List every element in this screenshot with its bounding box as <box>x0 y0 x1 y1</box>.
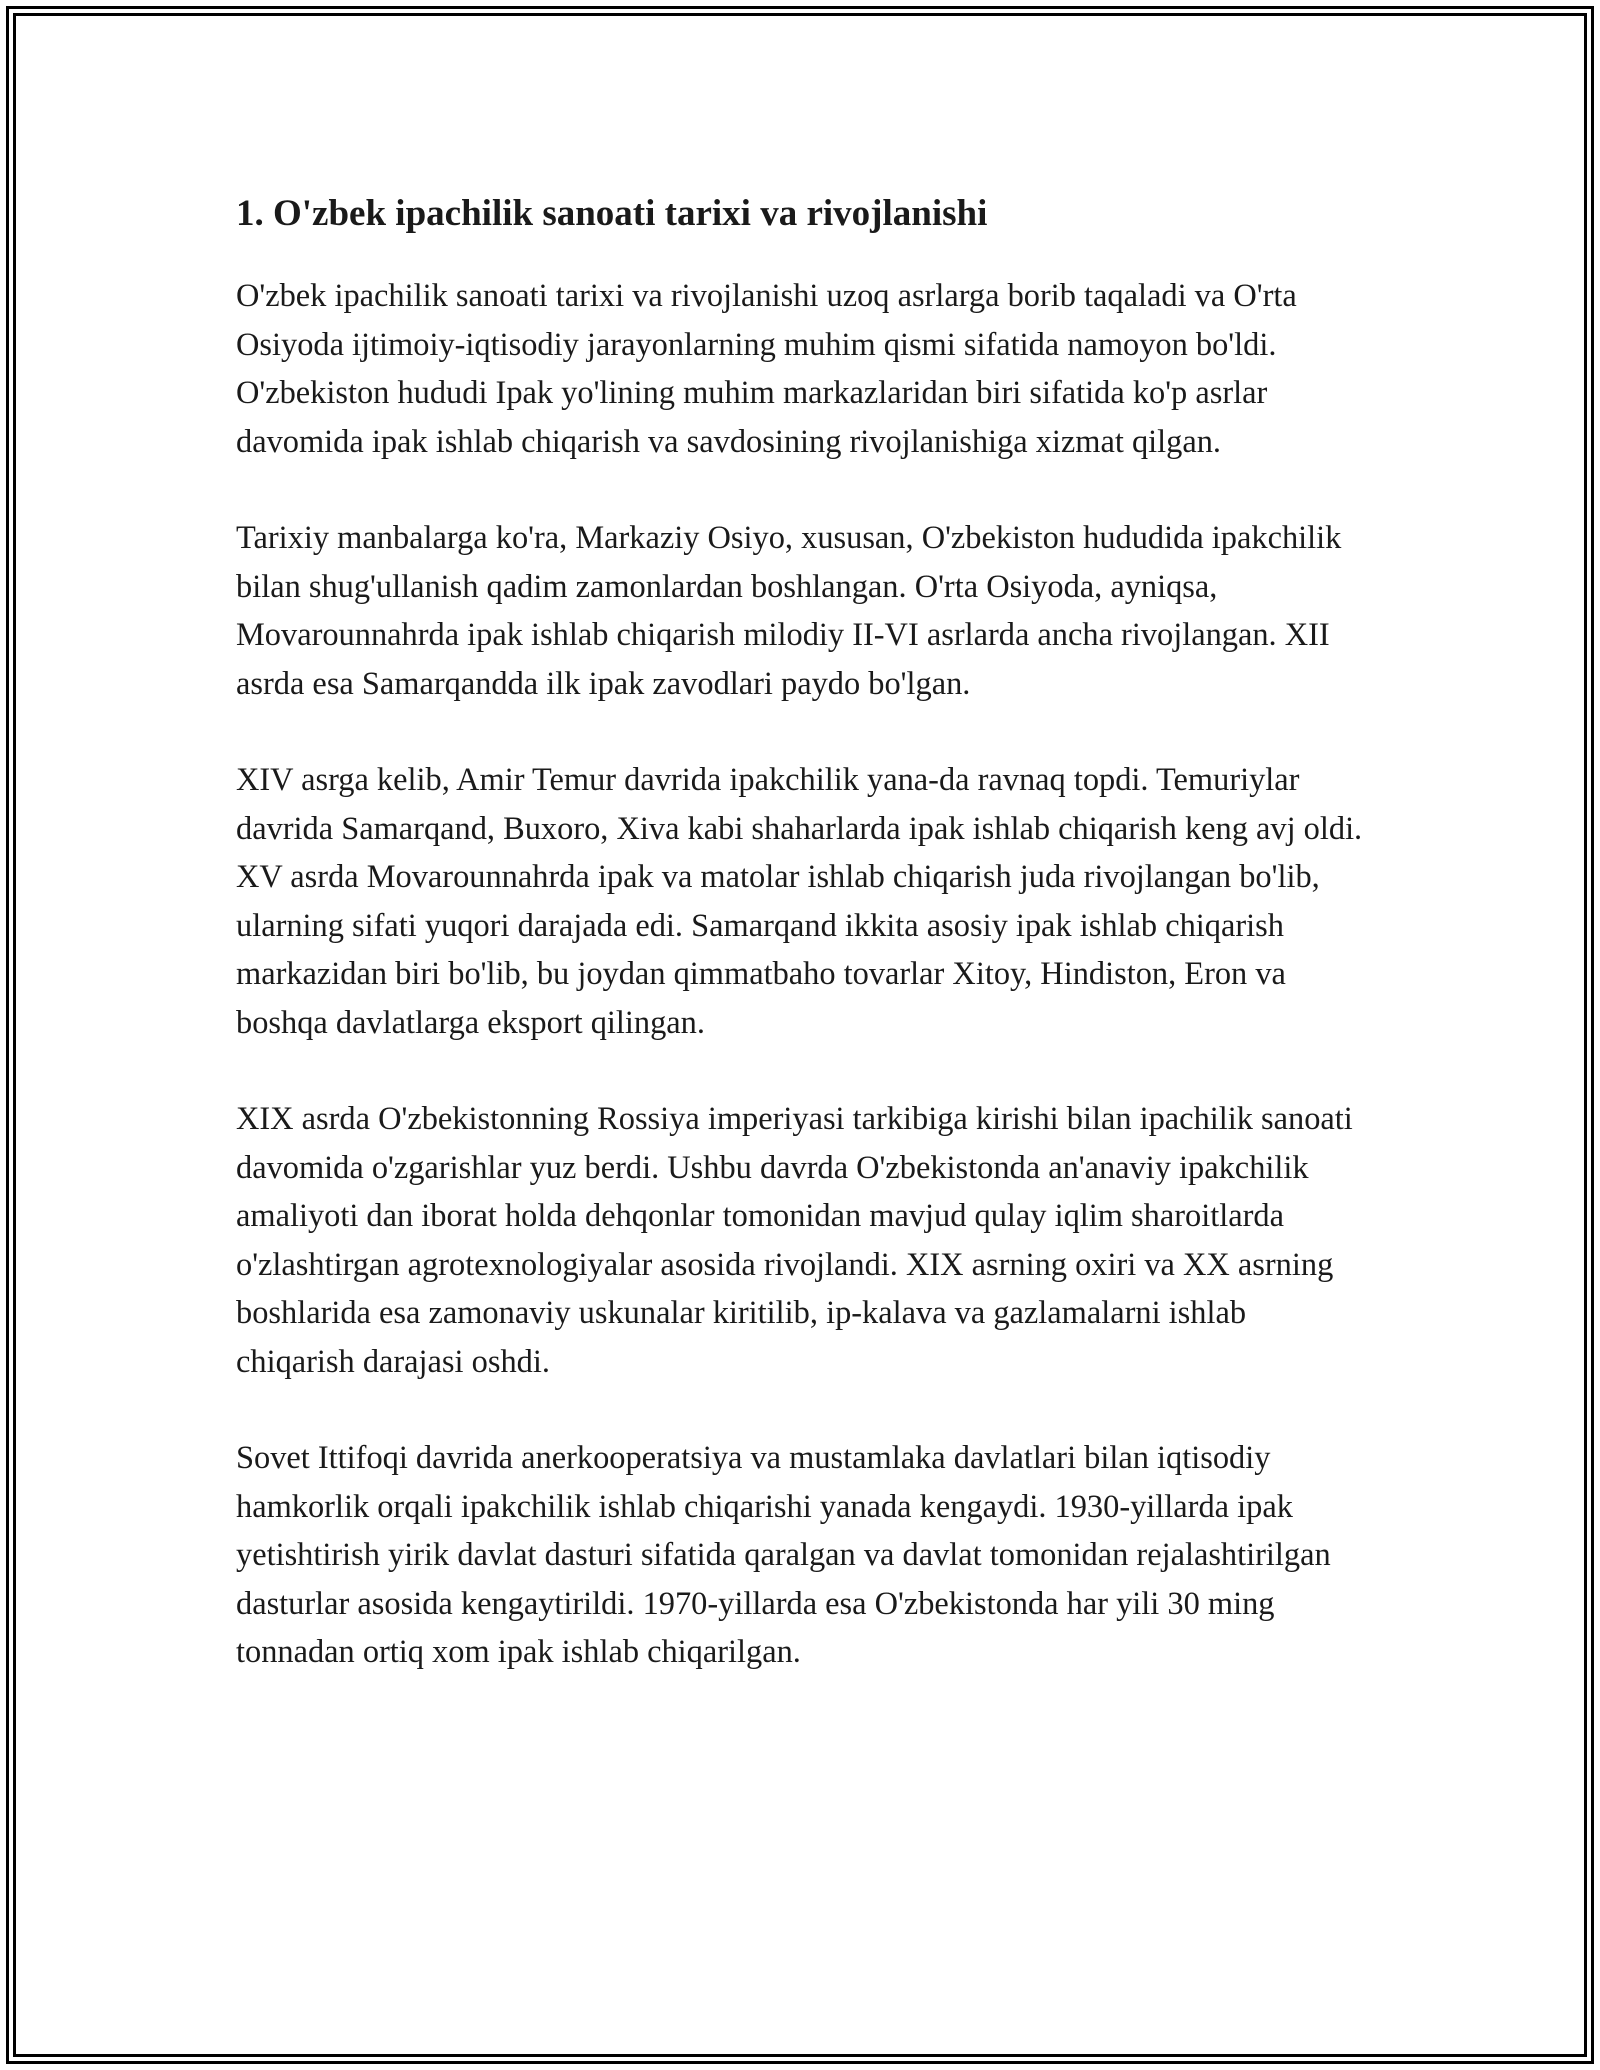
paragraph-1: O'zbek ipachilik sanoati tarixi va rivojlanishi uzoq asrlarga borib taqaladi va O'rta Osiyoda ijtimoiy-iqtisodiy jarayonlarning muhim qismi sifatida namoyon bo'ldi. O'zbekiston hududi Ipak yo'lining muhim markazlaridan biri sifatida ko'p asrlar davomida ipak ishlab chiqarish va savdosining rivojlanishiga xizmat qilgan. <box>236 278 1297 460</box>
document-title: 1. O'zbek ipachilik sanoati tarixi va rivojlanishi <box>236 193 988 234</box>
paragraph-5: Sovet Ittifoqi davrida anerkooperatsiya va mustamlaka davlatlari bilan iqtisodiy hamkorlik orqali ipakchilik ishlab chiqarishi yanada kengaydi. 1930-yillarda ipak yetishtirish yirik davlat dasturi sifatida qaralgan va davlat tomonidan rejalashtirilgan dasturlar asosida kengaytirildi. 1970-yillarda esa O'zbekistonda har yili 30 ming tonnadan ortiq xom ipak ishlab chiqarilgan. <box>236 1440 1331 1670</box>
paragraph-3: XIV asrga kelib, Amir Temur davrida ipakchilik yana-da ravnaq topdi. Temuriylar davrida Samarqand, Buxoro, Xiva kabi shaharlarda ipak ishlab chiqarish keng avj oldi. XV asrda Movarounnahrda ipak va matolar ishlab chiqarish juda rivojlangan bo'lib, ularning sifati yuqori darajada edi. Samarqand ikkita asosiy ipak ishlab chiqarish markazidan biri bo'lib, bu joydan qimmatbaho tovarlar Xitoy, Hindiston, Eron va boshqa davlatlarga eksport qilingan. <box>236 762 1363 1041</box>
paragraph-2: Tarixiy manbalarga ko'ra, Markaziy Osiyo, xususan, O'zbekiston hududida ipakchilik bilan shug'ullanish qadim zamonlardan boshlangan. O'rta Osiyoda, ayniqsa, Movarounnahrda ipak ishlab chiqarish milodiy II-VI asrlarda ancha rivojlangan. XII asrda esa Samarqandda ilk ipak zavodlari paydo bo'lgan. <box>236 520 1342 702</box>
paragraph-4: XIX asrda O'zbekistonning Rossiya imperiyasi tarkibiga kirishi bilan ipachilik sanoati davomida o'zgarishlar yuz berdi. Ushbu davrda O'zbekistonda an'anaviy ipakchilik amaliyoti dan iborat holda dehqonlar tomonidan mavjud qulay iqlim sharoitlarda o'zlashtirgan agrotexnologiyalar asosida rivojlandi. XIX asrning oxiri va XX asrning boshlarida esa zamonaviy uskunalar kiritilib, ip-kalava va gazlamalarni ishlab chiqarish darajasi oshdi. <box>236 1101 1353 1380</box>
document-body <box>236 186 1366 1725</box>
